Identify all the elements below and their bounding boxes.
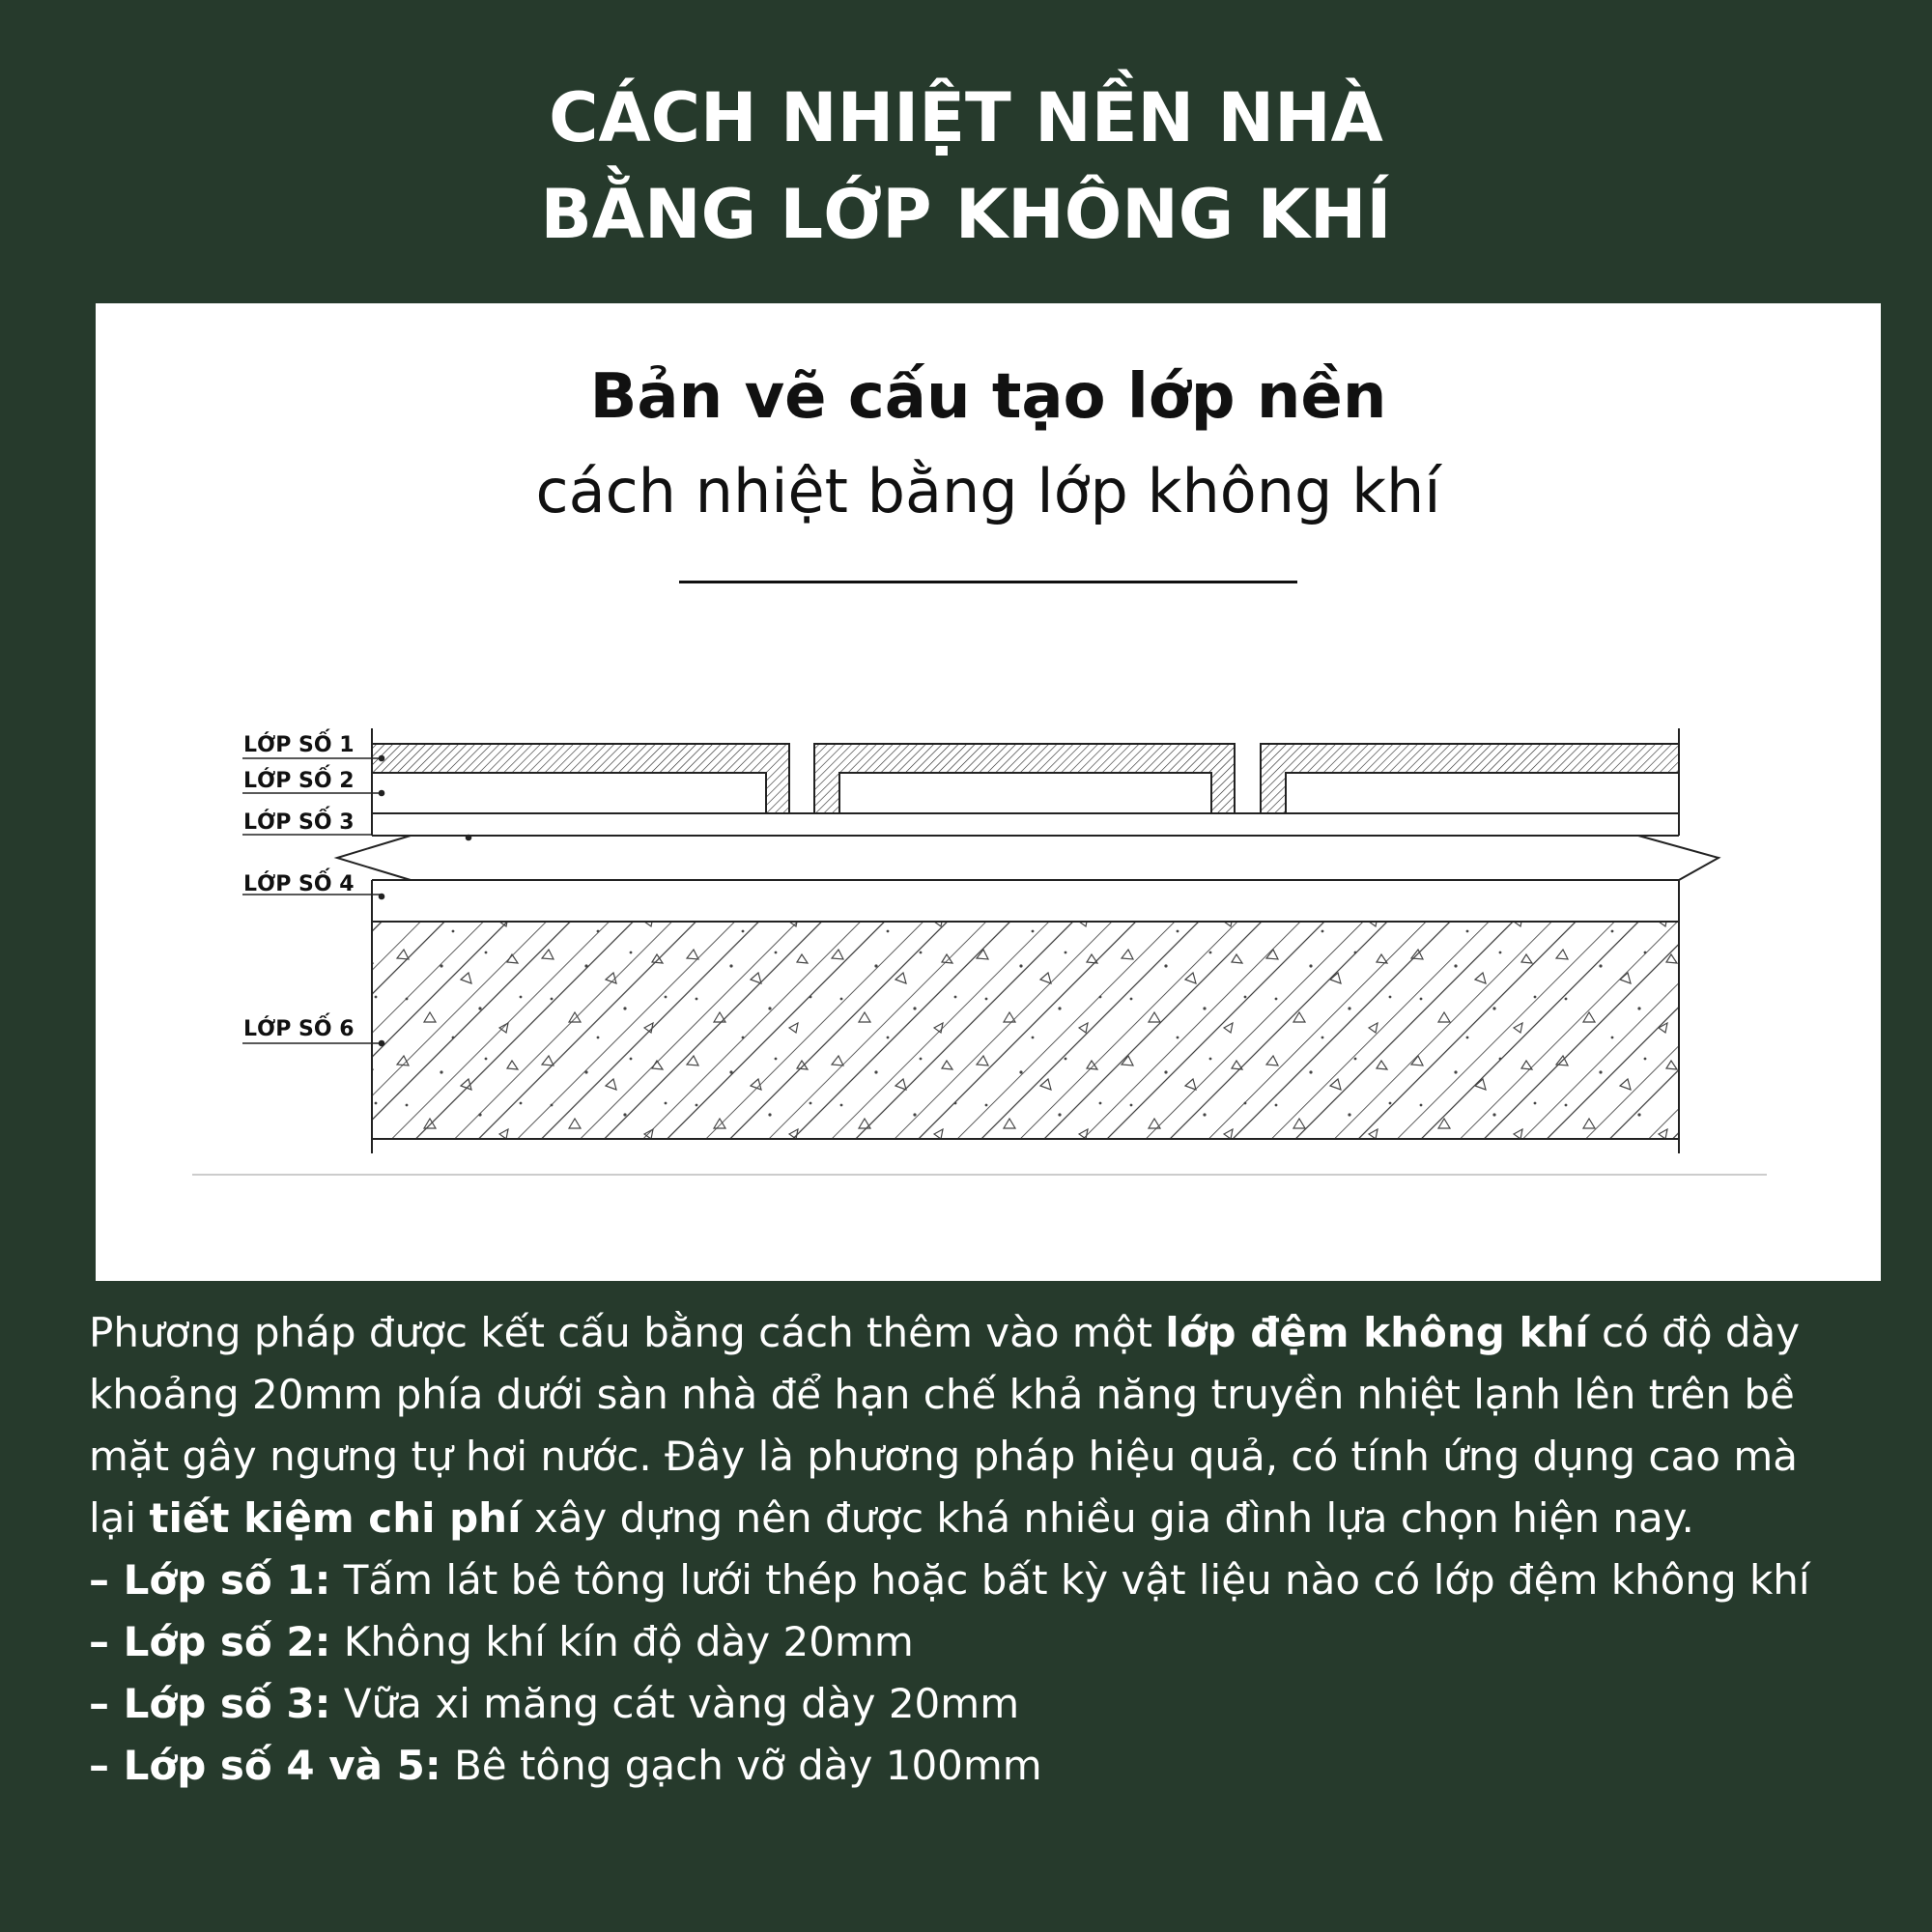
- page-title-line-2: BẰNG LỚP KHÔNG KHÍ: [540, 175, 1392, 254]
- drawing-panel: [96, 303, 1881, 1281]
- layer-label-3: LỚP SỐ 3: [243, 810, 355, 835]
- highlight-save-cost: tiết kiệm chi phí: [149, 1494, 522, 1542]
- floor-section-diagram: [96, 303, 1881, 1281]
- drawing-title: Bản vẽ cấu tạo lớp nền: [589, 361, 1387, 433]
- highlight-air-layer: lớp đệm không khí: [1165, 1309, 1589, 1356]
- layer-1-tiles: [372, 744, 1679, 813]
- page-title-line-1: CÁCH NHIỆT NỀN NHÀ: [549, 78, 1383, 157]
- layer-label-1: LỚP SỐ 1: [243, 733, 355, 757]
- layer-item-4: – Lớp số 4 và 5: Bê tông gạch vỡ dày 100mm: [89, 1742, 1042, 1789]
- drawing-subtitle: cách nhiệt bằng lớp không khí: [535, 456, 1441, 526]
- layer-6-concrete: [372, 922, 1679, 1139]
- page-title: [0, 70, 1932, 263]
- intro-paragraph: Phương pháp được kết cấu bằng cách thêm vào một lớp đệm không khí có độ dày khoảng 20mm phía dưới sàn nhà để hạn chế khả năng truyền nhiệt lạnh lên trên bề mặt gây ngưng tự hơi nước. Đây là phương pháp hiệu quả, có tính ứng dụng cao mà lại tiết kiệm chi phí xây dựng nên được khá nhiều gia đình lựa chọn hiện nay.: [89, 1309, 1801, 1542]
- layer-item-1: – Lớp số 1: Tấm lát bê tông lưới thép hoặc bất kỳ vật liệu nào có lớp đệm không khí: [89, 1556, 1810, 1604]
- layer-item-3: – Lớp số 3: Vữa xi măng cát vàng dày 20mm: [89, 1680, 1020, 1727]
- layer-label-6: LỚP SỐ 6: [243, 1017, 355, 1041]
- layer-label-2: LỚP SỐ 2: [243, 769, 355, 793]
- layer-label-4: LỚP SỐ 4: [243, 872, 355, 896]
- layer-item-2: – Lớp số 2: Không khí kín độ dày 20mm: [89, 1618, 914, 1665]
- description: [89, 1302, 1857, 1797]
